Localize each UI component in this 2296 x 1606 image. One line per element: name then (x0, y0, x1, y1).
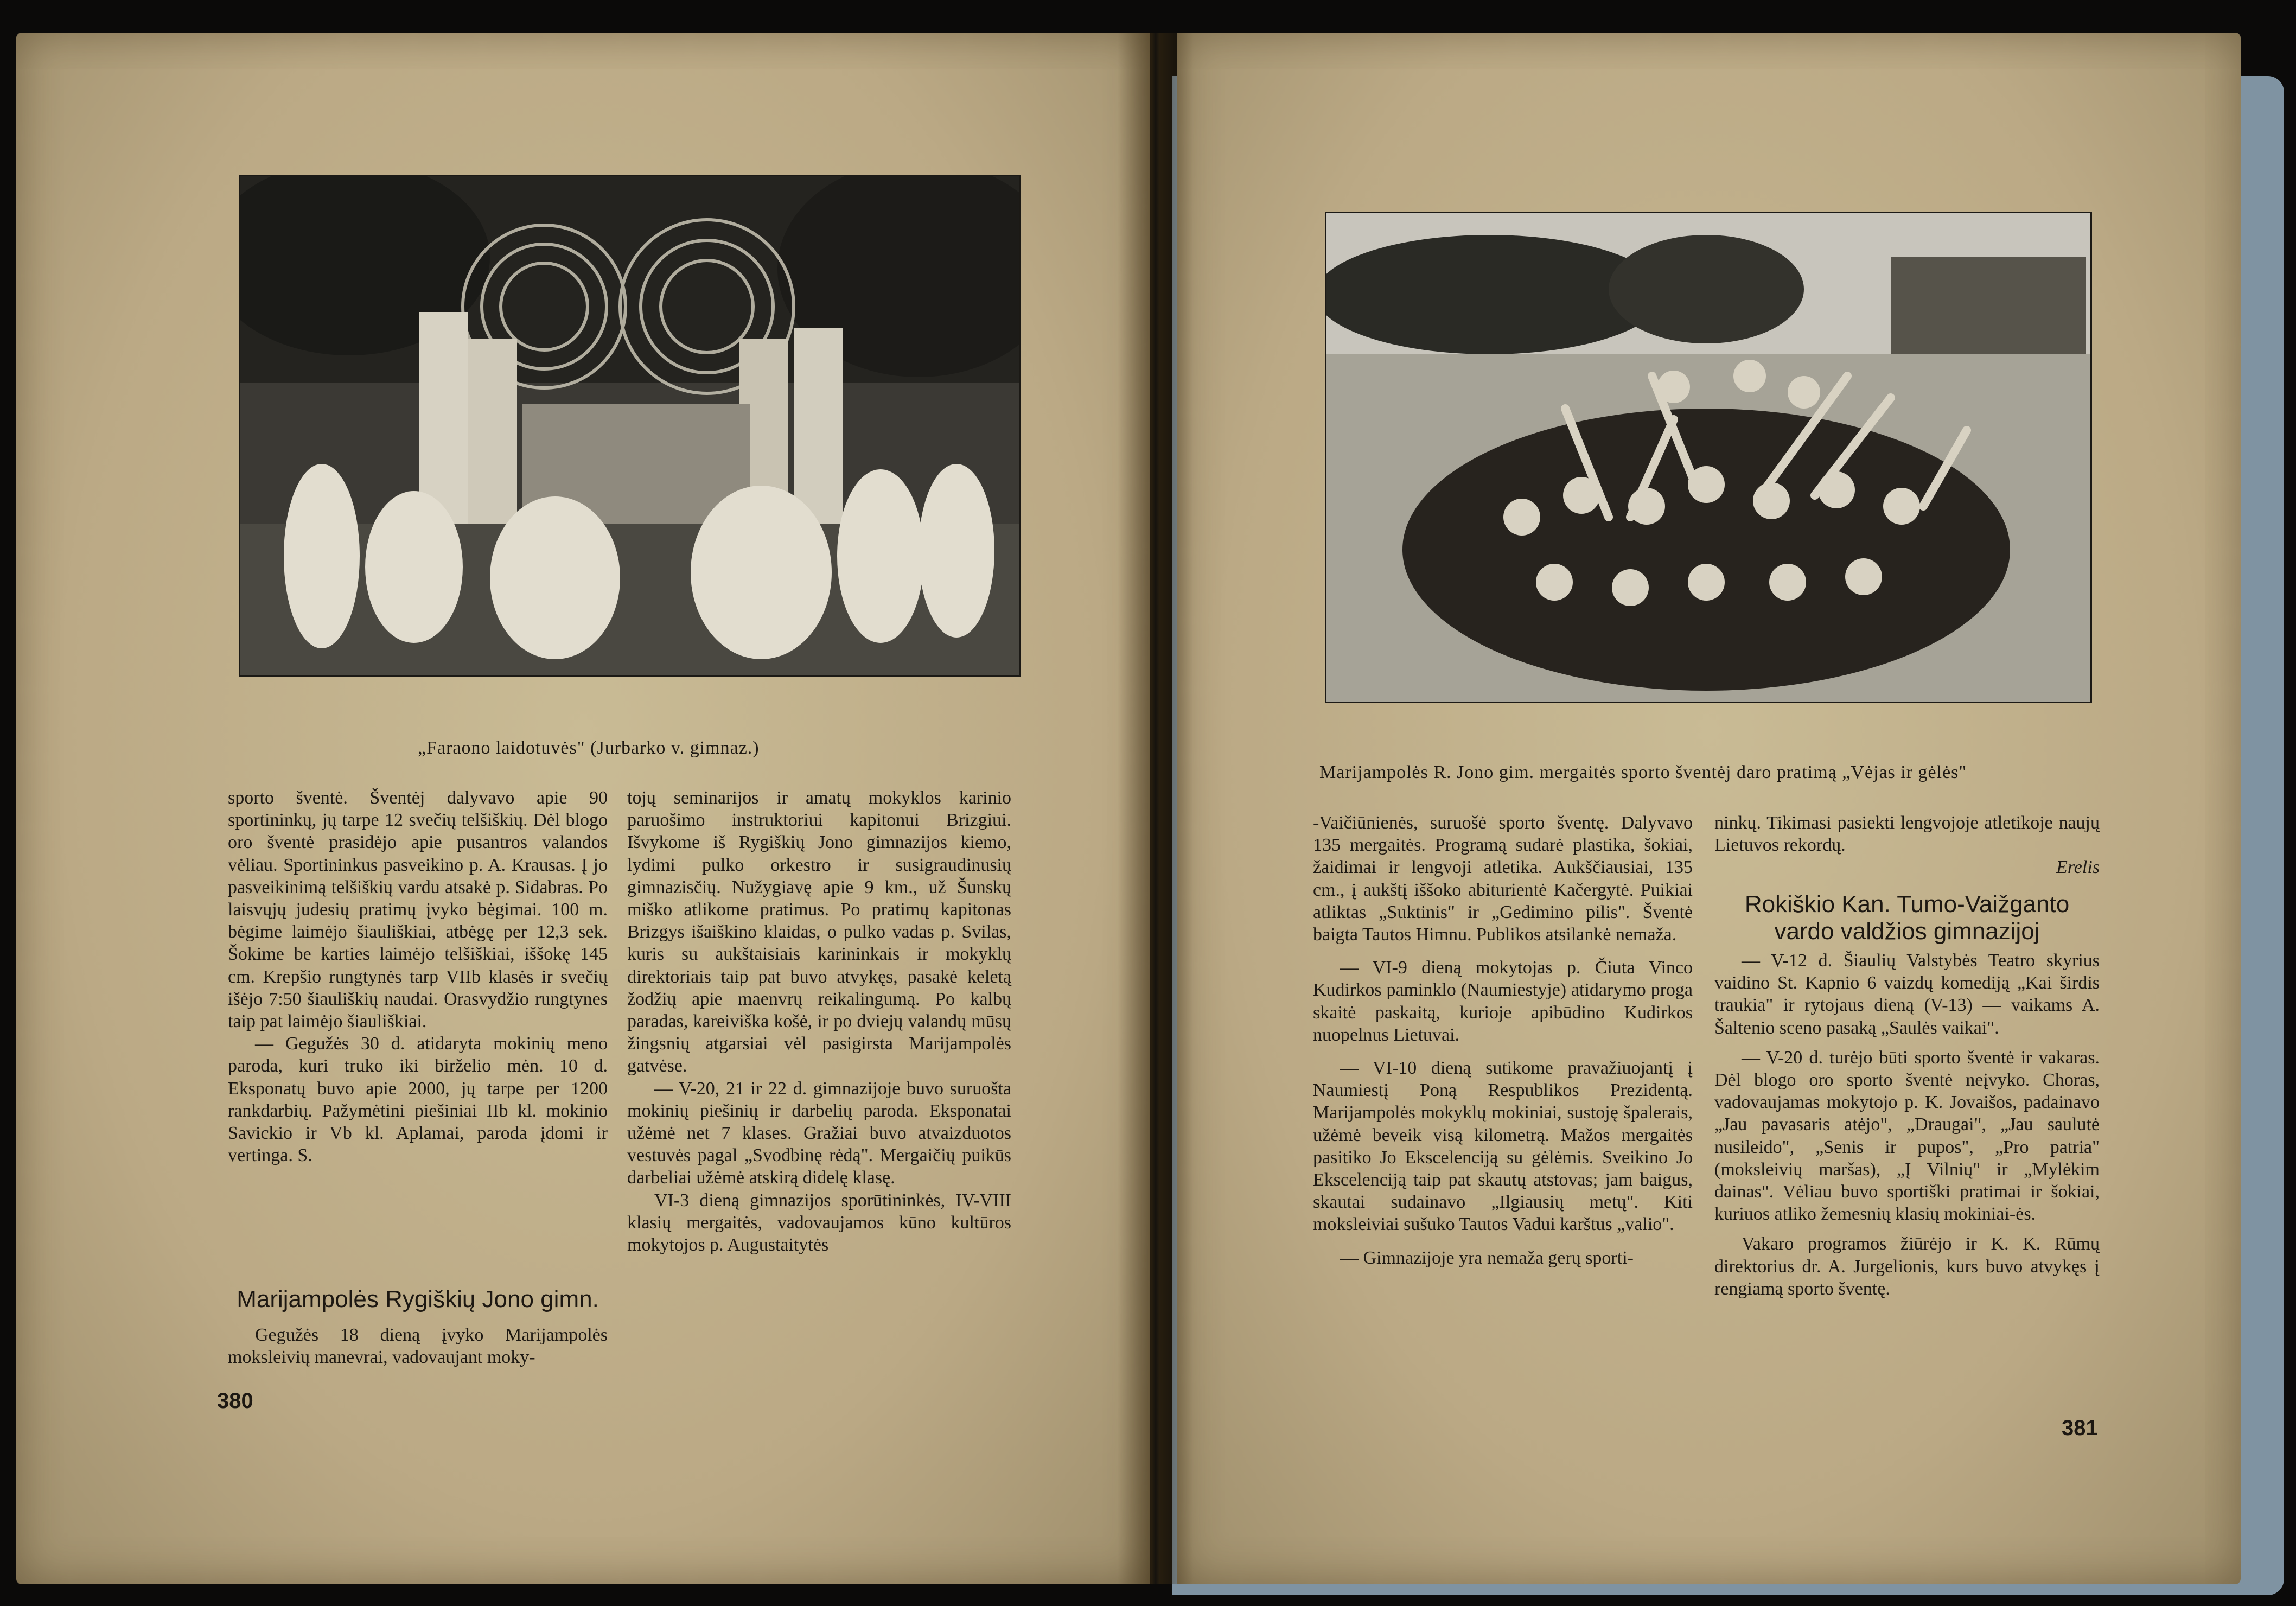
left-column-1 (228, 787, 608, 1167)
left-column-1-continued (228, 1324, 608, 1368)
photo-pharaoh-funeral (239, 175, 1021, 677)
signature: Erelis (2056, 857, 2100, 878)
paragraph: ninkų. Tikimasi pasiekti lengvojoje atletikoje naujų Lietuvos rekordų. (1714, 813, 2100, 856)
section-heading: Marijampolės Rygiškių Jono gimn. (237, 1286, 599, 1312)
paragraph: — V-20, 21 ir 22 d. gimnazijoje buvo suruošta mokinių piešinių ir darbelių paroda. Eksponatai užėmė net 7 klases. Gražiai buvo atvaizduotos vestuvės pagal „Svodbinę rėdą". Mergaičių puikūs darbeliai užėmė atskirą didelę klasę. (627, 1078, 1011, 1188)
paragraph: — V-12 d. Šiaulių Valstybės Teatro skyrius vaidino St. Kapnio 6 vaizdų komediją „Kai širdis traukia" ir rytojaus dieną (V-13) — vaikams A. Šaltenio sceno pasaką „Saulės vaikai". (1714, 951, 2100, 1038)
paragraph: — VI-9 dieną mokytojas p. Čiuta Vinco Kudirkos paminklo (Naumiestyje) atidarymo proga skaitė paskaitą, kurioje apibūdino Kudirkos nuopelnus Lietuvai. (1313, 958, 1693, 1045)
paragraph: — V-20 d. turėjo būti sporto šventė ir vakaras. Dėl blogo oro sporto šventė neįvyko. Choras, vadovaujamas mokytojo p. K. Jovaišos, padainavo „Jau pavasaris atėjo", „Draugai", „Jau saulutė nusileido", „Senis ir pupos", „Pro patria" (moksleivių maršas), „Į Vilnių" ir „Mylėkim dainas". Vėliau buvo sportiški pratimai ir šokiai, kuriuos atliko žemesnių klasių mokiniai-ės. (1714, 1047, 2100, 1225)
right-column-2 (1714, 812, 2100, 879)
photo-caption: „Faraono laidotuvės" (Jurbarko v. gimnaz.) (418, 738, 760, 758)
paragraph: tojų seminarijos ir amatų mokyklos karinio paruošimo instruktoriui kapitonui Brizgiui. Išvykome iš Rygiškių Jono gimnazijos kiemo, lydimi pulko orkestro ir susigraudinusių gimnazisčių. Nužygiavę apie 9 km., už Šunskų miško atlikome pratimus. Po pratimų kapitonas Brizgys išaiškino klaidas, o pulko vadas p. Svilas, kuris su aukštaisiais karininkais ir mokyklų direktoriais taip pat buvo atvykęs, pasakė keletą žodžių apie maenvrų reikalingumą. Po kalbų paradas, kareiviška košė, ir po dviejų valandų mūsų žingsnių atgarsiai vėl pasigirsta Marijampolės gatvėse. (627, 788, 1011, 1076)
left-column-2 (627, 787, 1011, 1256)
paragraph: Vakaro programos žiūrėjo ir K. K. Rūmų direktorius dr. A. Jurgelionis, kurs buvo atvykęs į rengiamą sporto šventę. (1714, 1234, 2100, 1299)
right-column-1 (1313, 812, 1693, 1269)
paragraph: — VI-10 dieną sutikome pravažiuojantį į Naumiestį Poną Respublikos Prezidentą. Marijampolės mokyklų mokiniai, sustoję špalerais, užėmė beveik visą kilometrą. Mažos mergaitės pasitiko Jo Ekscelenciją su gėlėmis. Sveikino Jo Ekscelenciją taip pat skautų atstovas; jam baigus, skautai sudainavo „Ilgiausių metų". Kiti moksleiviai sušuko Tautos Vadui karštus „valio". (1313, 1058, 1693, 1235)
page-number: 380 (217, 1389, 253, 1413)
paragraph: VI-3 dieną gimnazijos sporūtininkės, IV-VIII klasių mergaitės, vadovaujamos kūno kultūros mokytojos p. Augustaitytės (627, 1190, 1011, 1256)
page-number: 381 (2062, 1416, 2098, 1440)
photo-caption: Marijampolės R. Jono gim. mergaitės sporto šventėj daro pratimą „Vėjas ir gėlės" (1319, 762, 1967, 782)
left-page (16, 33, 1150, 1584)
paragraph: — Gimnazijoje yra nemaža gerų sporti- (1340, 1247, 1634, 1268)
right-column-2-continued (1714, 949, 2100, 1300)
paragraph: sporto šventė. Šventėj dalyvavo apie 90 sportininkų, jų tarpe 12 svečių telšiškių. Dėl blogo oro šventė prasidėjo apie pusantros valandos vėliau. Sportininkus pasveikino p. A. Krausas. Į jo pasveikinimą telšiškių vardu atsakė p. Sidabras. Po laisvųjų judesių pratimų įvyko bėgimai. 100 m. bėgime laimėjo šiauliškiai, atbėgę per 12,3 sek. Šokime be karties laimėjo telšiškiai, iššokę 145 cm. Krepšio rungtynės tarp VIIb klasės ir svečių išėjo 7:50 šiauliškių naudai. Orasvydžio rungtynes taip pat laimėjo šiauliškiai. (228, 788, 608, 1032)
paragraph: -Vaičiūnienės, suruošė sporto šventę. Dalyvavo 135 mergaitės. Programą sudarė plastika, šokiai, žaidimai ir lengvoji atletika. Aukščiausiai, 135 cm., į aukštį iššoko abiturientė Kačergytė. Puikiai atliktas „Suktinis" ir „Gedimino pilis". Šventė baigta Tautos Himnu. Publikos atsilankė nemaža. (1313, 813, 1693, 945)
paragraph: — Gegužės 30 d. atidaryta mokinių meno paroda, kuri truko iki birželio mėn. 10 d. Eksponatų buvo apie 2000, jų tarpe per 1200 rankdarbių. Pažymėtini piešiniai IIb kl. mokinio Savickio ir Vb kl. Aplamai, paroda įdomi ir vertinga. S. (228, 1034, 608, 1166)
paragraph: Gegužės 18 dieną įvyko Marijampolės moksleivių manevrai, vadovaujant moky- (228, 1325, 608, 1368)
photo-girls-sport-festival (1325, 212, 2092, 703)
section-heading: Rokiškio Kan. Tumo-Vaižganto vardo valdžios gimnazijoj (1744, 891, 2070, 945)
right-page (1177, 33, 2241, 1584)
book-gutter (1118, 33, 1194, 1584)
